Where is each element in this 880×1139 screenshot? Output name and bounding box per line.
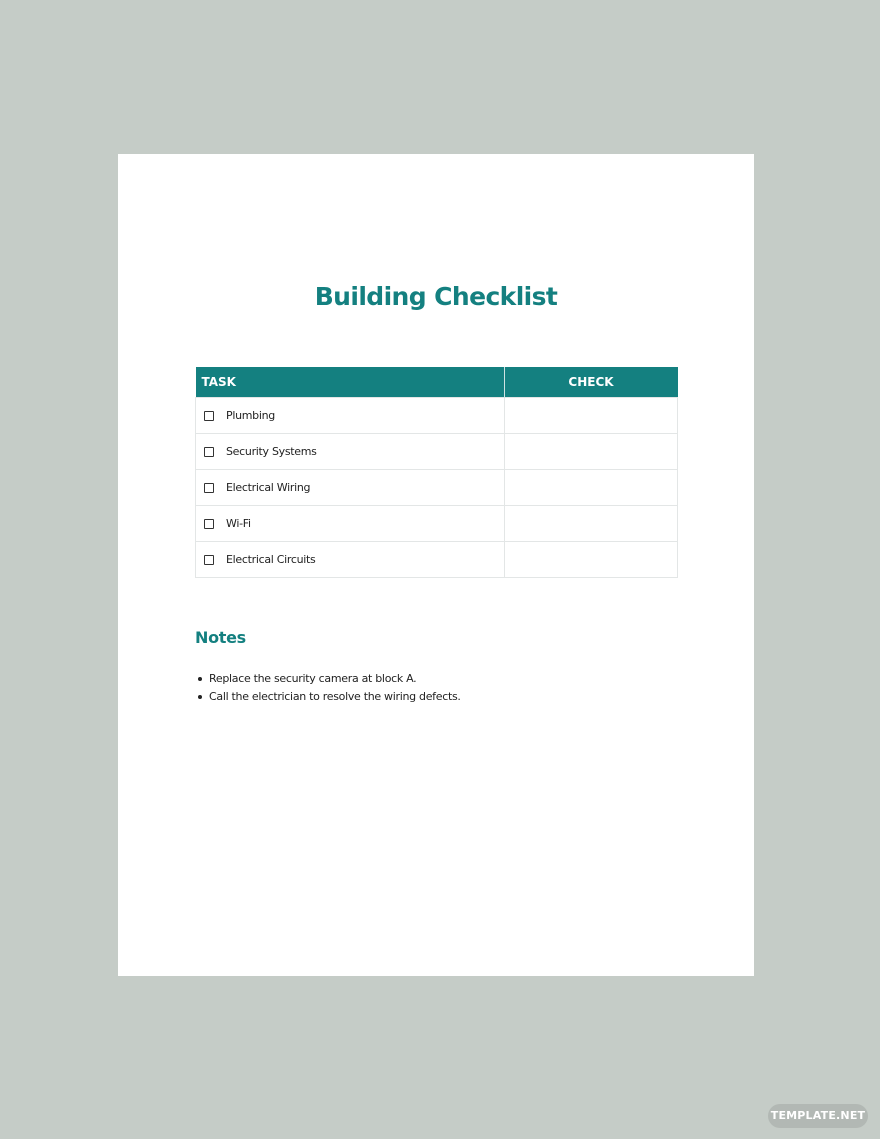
note-text: Replace the security camera at block A.	[209, 672, 417, 685]
checklist-table	[195, 367, 678, 578]
document-page	[118, 154, 754, 976]
table-row	[196, 470, 678, 506]
table-row	[196, 506, 678, 542]
task-label: Electrical Circuits	[226, 553, 316, 566]
notes-heading: Notes	[195, 628, 246, 647]
check-cell[interactable]	[504, 542, 678, 578]
table-row	[196, 434, 678, 470]
table-row	[196, 542, 678, 578]
table-row	[196, 398, 678, 434]
bullet-icon	[198, 677, 202, 681]
task-column-header: TASK	[196, 367, 505, 398]
checkbox-icon[interactable]	[204, 483, 214, 493]
check-cell[interactable]	[504, 434, 678, 470]
list-item	[195, 688, 461, 706]
check-cell[interactable]	[504, 398, 678, 434]
watermark-badge: TEMPLATE.NET	[768, 1104, 868, 1128]
check-column-header: CHECK	[504, 367, 678, 398]
check-cell[interactable]	[504, 506, 678, 542]
task-label: Wi-Fi	[226, 517, 251, 530]
bullet-icon	[198, 695, 202, 699]
list-item	[195, 670, 461, 688]
checkbox-icon[interactable]	[204, 411, 214, 421]
task-cell	[196, 506, 505, 542]
table-header-row	[196, 367, 678, 398]
task-label: Plumbing	[226, 409, 275, 422]
checkbox-icon[interactable]	[204, 519, 214, 529]
task-cell	[196, 470, 505, 506]
checkbox-icon[interactable]	[204, 447, 214, 457]
task-cell	[196, 434, 505, 470]
check-cell[interactable]	[504, 470, 678, 506]
checkbox-icon[interactable]	[204, 555, 214, 565]
document-title: Building Checklist	[314, 282, 558, 311]
task-cell	[196, 398, 505, 434]
note-text: Call the electrician to resolve the wiring defects.	[209, 690, 461, 703]
notes-list	[195, 670, 461, 706]
task-cell	[196, 542, 505, 578]
task-label: Security Systems	[226, 445, 317, 458]
task-label: Electrical Wiring	[226, 481, 311, 494]
